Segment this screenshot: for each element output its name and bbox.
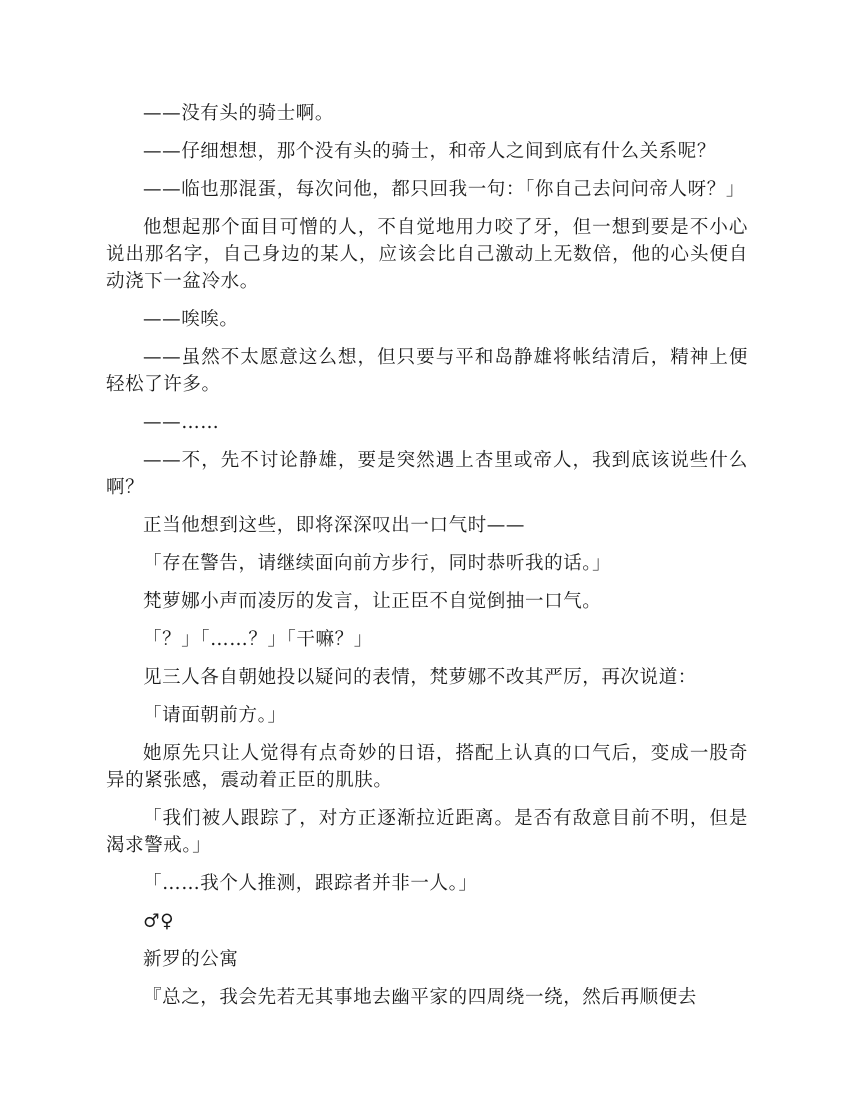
paragraph: 他想起那个面目可憎的人，不自觉地用力咬了牙，但一想到要是不小心说出那名字，自己身边的某人，应该会比自己激动上无数倍，他的心头便自动浇下一盆冷水。 (106, 217, 748, 292)
paragraph: 「？」「……？」「干嘛？」 (143, 629, 373, 650)
paragraph: 「请面朝前方。」 (143, 705, 287, 726)
body-text (106, 100, 748, 1022)
paragraph: 见三人各自朝她投以疑问的表情，梵萝娜不改其严厉，再次说道： (143, 667, 697, 688)
paragraph: 「……我个人推测，跟踪者并非一人。」 (143, 873, 478, 894)
paragraph: 她原先只让人觉得有点奇妙的日语，搭配上认真的口气后，变成一股奇异的紧张感，震动着正臣的肌肤。 (106, 743, 748, 791)
paragraph: ——仔细想想，那个没有头的骑士，和帝人之间到底有什么关系呢？ (143, 141, 717, 162)
paragraph: ——…… (143, 412, 220, 433)
paragraph: 梵萝娜小声而凌厉的发言，让正臣不自觉倒抽一口气。 (143, 591, 602, 612)
paragraph: 「存在警告，请继续面向前方步行，同时恭听我的话。」 (143, 553, 612, 574)
scene-break-symbol: ♂♀ (143, 911, 175, 932)
paragraph: ——虽然不太愿意这么想，但只要与平和岛静雄将帐结清后，精神上便轻松了许多。 (106, 347, 748, 395)
paragraph: 「我们被人跟踪了，对方正逐渐拉近距离。是否有敌意目前不明，但是渴求警戒。」 (106, 808, 748, 856)
paragraph: ——没有头的骑士啊。 (143, 103, 335, 124)
paragraph: 『总之，我会先若无其事地去幽平家的四周绕一绕，然后再顺便去 (143, 987, 697, 1008)
paragraph: 正当他想到这些，即将深深叹出一口气时—— (143, 515, 526, 536)
paragraph: ——唉唉。 (143, 309, 239, 330)
paragraph: ——临也那混蛋，每次问他，都只回我一句：「你自己去问问帝人呀？」 (143, 179, 745, 200)
scene-location-heading: 新罗的公寓 (143, 949, 239, 970)
paragraph: ——不，先不讨论静雄，要是突然遇上杏里或帝人，我到底该说些什么啊？ (106, 450, 748, 498)
